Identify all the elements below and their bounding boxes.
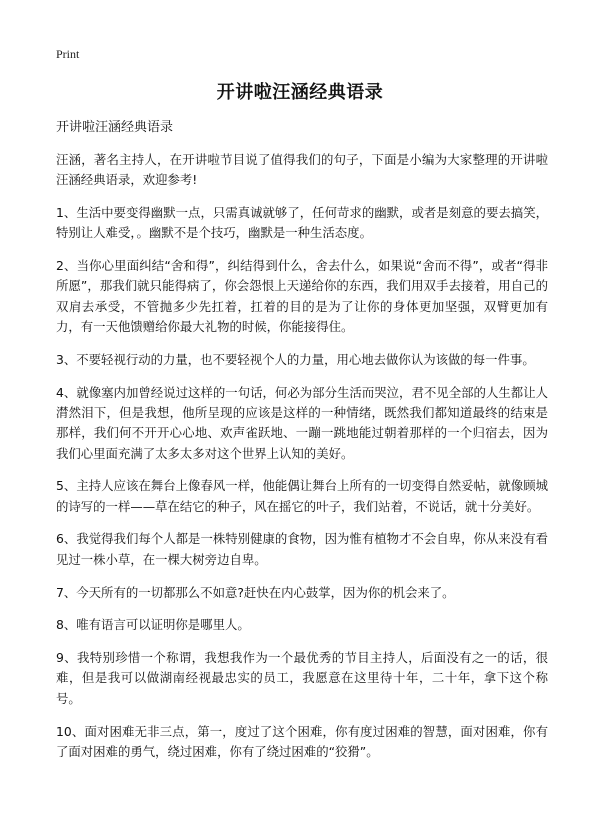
quote-paragraph-5: 5、主持人应该在舞台上像春风一样，他能偶让舞台上所有的一切变得自然妥帖，就像顾城的诗写的一样——草在结它的种子，风在摇它的叶子，我们站着，不说话，就十分美好。	[56, 478, 548, 514]
quote-paragraph-1: 1、生活中要变得幽默一点，只需真诚就够了，任何苛求的幽默，或者是刻意的要去搞笑，特别让人难受，。幽默不是个技巧，幽默是一种生活态度。	[56, 205, 548, 241]
print-link[interactable]: Print	[56, 47, 80, 61]
quote-paragraph-7: 7、今天所有的一切都那么不如意?赶快在内心鼓掌，因为你的机会来了。	[56, 584, 455, 600]
intro-paragraph: 汪涵，著名主持人，在开讲啦节目说了值得我们的句子，下面是小编为大家整理的开讲啦汪涵经典语录，欢迎参考!	[56, 152, 548, 188]
quote-paragraph-9: 9、我特别珍惜一个称谓，我想我作为一个最优秀的节目主持人，后面没有之一的话，很难，但是我可以做湖南经视最忠实的员工，我愿意在这里待十年，二十年，拿下这个称号。	[56, 650, 548, 706]
quote-paragraph-10: 10、面对困难无非三点，第一，度过了这个困难，你有度过困难的智慧，面对困难，你有了面对困难的勇气，绕过困难，你有了绕过困难的“狡猾”。	[56, 723, 548, 759]
quote-paragraph-2: 2、当你心里面纠结“舍和得”，纠结得到什么，舍去什么，如果说“舍而不得”，或者“得非所愿”，那我们就只能得病了，你会怨恨上天递给你的东西，我们用双手去接着，用自己的双肩去承受，不管抛多少先扛着，扛着的目的是为了让你的身体更加坚强，双臂更加有力，有一天他馈赠给你最大礼物的时候，你能接得住。	[56, 258, 548, 335]
quote-paragraph-6: 6、我觉得我们每个人都是一株特别健康的食物，因为惟有植物才不会自卑，你从来没有看见过一株小草，在一棵大树旁边自卑。	[56, 531, 548, 567]
article-body	[56, 118, 548, 775]
quote-paragraph-4: 4、就像塞内加曾经说过这样的一句话，何必为部分生活而哭泣，君不见全部的人生都让人潸然泪下，但是我想，他所呈现的应该是这样的一种情绪，既然我们都知道最终的结束是那样，我们何不开开心心地、欢声雀跃地、一蹦一跳地能过朝着那样的一个归宿去，因为我们心里面充满了太多太多对这个世界上认知的美好。	[56, 384, 548, 461]
page-title: 开讲啦汪涵经典语录	[216, 82, 384, 103]
quote-paragraph-3: 3、不要轻视行动的力量，也不要轻视个人的力量，用心地去做你认为该做的每一件事。	[56, 351, 535, 367]
quote-paragraph-8: 8、唯有语言可以证明你是哪里人。	[56, 617, 250, 633]
article-subtitle: 开讲啦汪涵经典语录	[56, 120, 174, 135]
